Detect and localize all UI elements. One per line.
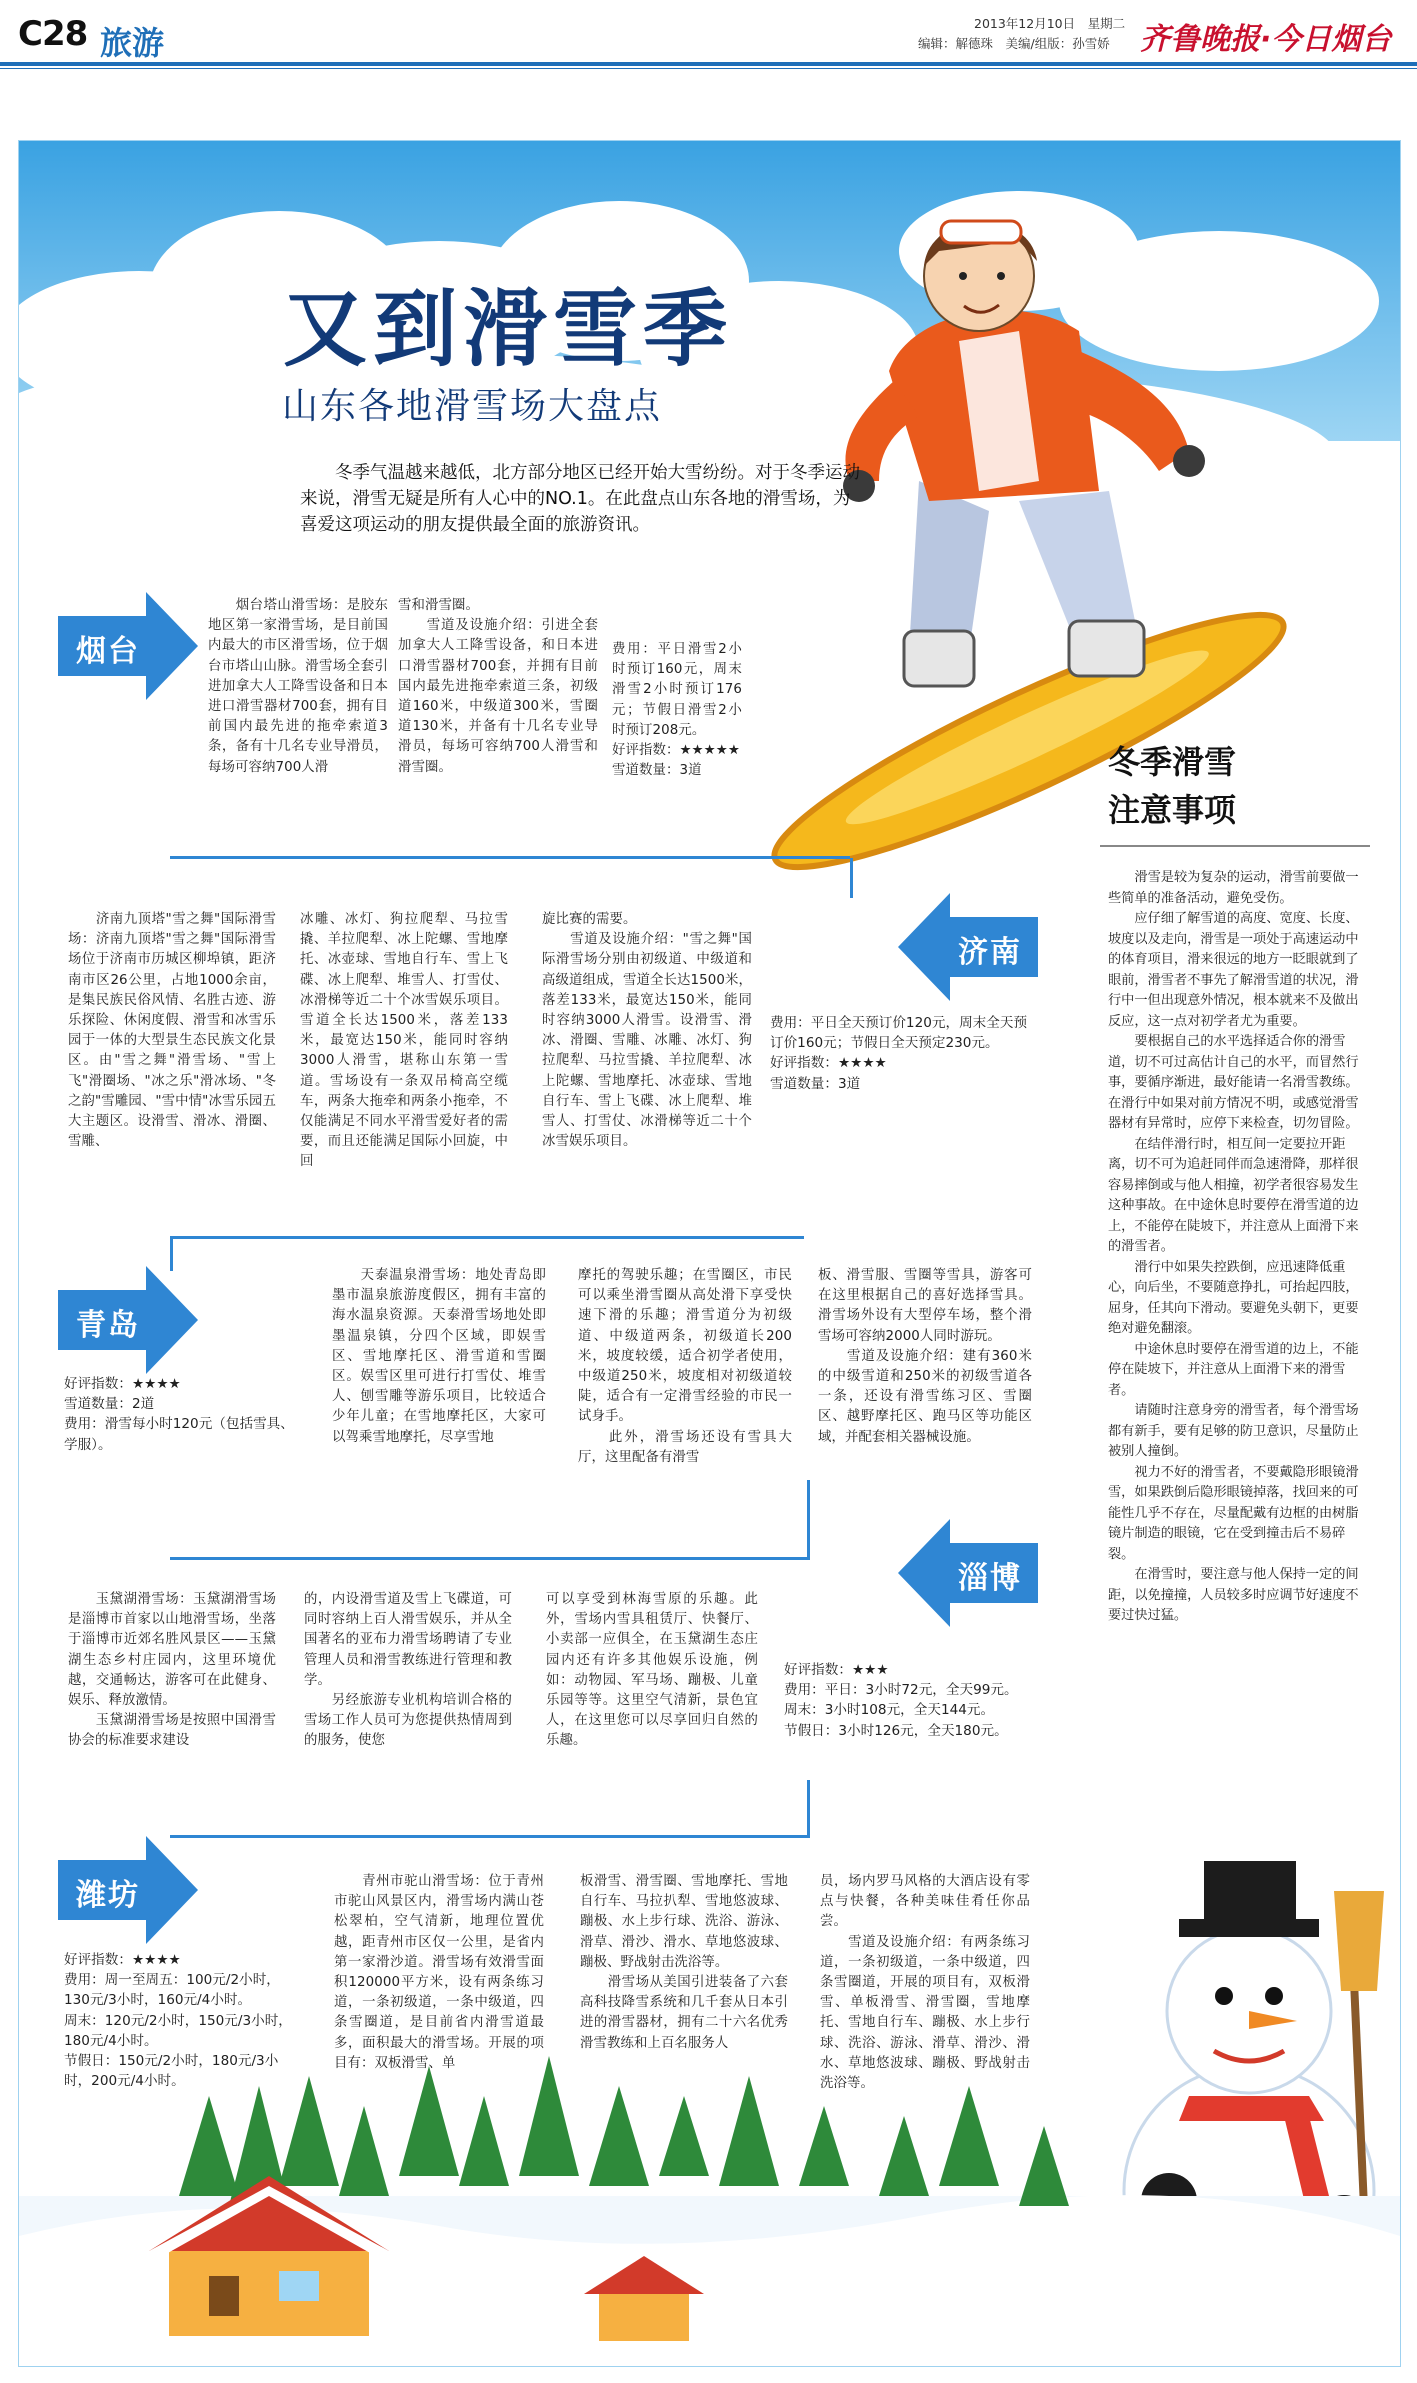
feature-intro: 冬季气温越来越低，北方部分地区已经开始大雪纷纷。对于冬季运动来说，滑雪无疑是所有人心中的NO.1。在此盘点山东各地的滑雪场，为喜爱这项运动的朋友提供最全面的旅游资讯。 [300, 463, 860, 535]
jinan-stats: 费用：平日全天预订价120元，周末全天预订价160元；节假日全天预定230元。 好评指数：★★★★ 雪道数量：3道 [770, 1015, 1028, 1092]
city-label-yantai: 烟台 [76, 634, 140, 669]
notes-paragraph: 在结伴滑行时，相互间一定要拉开距离，切不可为追赶同伴而急速滑降，那样很容易摔倒或与他人相撞，初学者很容易发生这种事故。在中途休息时要停在滑雪道的边上，不能停在陡坡下，并注意从上面滑下来的滑雪者。 [1108, 1136, 1359, 1254]
notes-title-line1: 冬季滑雪 [1108, 743, 1237, 781]
weifang-article-col1: 青州市驼山滑雪场：位于青州市驼山风景区内，滑雪场内满山苍松翠柏，空气清新，地理位置优越，距青州市区仅一公里，是省内第一家滑沙道。滑雪场有效滑雪面积120000平方米，设有两条练习道，一条初级道，一条中级道，四条雪圈道，是目前省内滑雪道最多，面积最大的滑雪场。开展的项目有：双板滑雪、单 [334, 1874, 544, 2071]
section-title: 旅游 [100, 24, 165, 62]
notes-paragraph: 在滑雪时，要注意与他人保持一定的间距，以免撞撞，人员较多时应调节好速度不要过快过猛。 [1108, 1567, 1359, 1623]
connector-line [170, 1557, 810, 1560]
city-label-weifang: 潍坊 [76, 1878, 140, 1913]
feature-headline: 又到滑雪季 [283, 280, 734, 378]
zibo-article-col1: 玉黛湖滑雪场：玉黛湖滑雪场是淄博市首家以山地滑雪场，坐落于淄博市近郊名胜风景区——玉黛湖生态乡村庄园内，这里环境优越，交通畅达，游客可在此健身、娱乐、释放激情。 玉黛湖滑雪场是按照中国滑雪协会的标准要求建设 [68, 1592, 276, 1749]
notes-body [1108, 868, 1366, 1627]
header-rule [0, 62, 1417, 66]
zibo-stats: 好评指数：★★★ 费用：平日：3小时72元，全天99元。 周末：3小时108元，全天144元。 节假日：3小时126元，全天180元。 [784, 1662, 1018, 1739]
notes-paragraph: 滑雪是较为复杂的运动，滑雪前要做一些简单的准备活动，避免受伤。 [1108, 870, 1359, 906]
issue-date: 2013年12月10日 星期二 [974, 16, 1126, 31]
qingdao-article-col3: 板、滑雪服、雪圈等雪具，游客可在这里根据自己的喜好选择雪具。滑雪场外设有大型停车场，整个滑雪场可容纳2000人同时游玩。 雪道及设施介绍：建有360米的中级雪道和250米的初级雪道各一条，还设有滑雪练习区、雪圈区、越野摩托区、跑马区等功能区域，并配套相关器械设施。 [818, 1268, 1032, 1445]
weifang-article-col3: 员，场内罗马风格的大酒店设有零点与快餐，各种美味佳肴任你品尝。 雪道及设施介绍：有两条练习道，一条初级道，一条中级道，四条雪圈道，开展的项目有，双板滑雪、单板滑雪、滑雪圈，雪地摩托、雪地自行车、蹦极、水上步行球、洗浴、游泳、滑草、滑沙、滑水、草地悠波球、蹦极、野战射击洗浴等。 [820, 1874, 1030, 2092]
qingdao-article-col2: 摩托的驾驶乐趣；在雪圈区，市民可以乘坐滑雪圈从高处滑下享受快速下滑的乐趣；滑雪道分为初级道、中级道两条，初级道长200米，坡度较缓，适合初学者使用，中级道250米，坡度相对初级道较陡，适合有一定滑雪经验的市民一试身手。 此外，滑雪场还设有雪具大厅，这里配备有滑雪 [578, 1268, 792, 1465]
yantai-stats: 费用：平日滑雪2小时预订160元，周末滑雪2小时预订176元；节假日滑雪2小时预订208元。 好评指数：★★★★★ 雪道数量：3道 [612, 642, 742, 779]
jinan-article-col1: 济南九顶塔"雪之舞"国际滑雪场：济南九顶塔"雪之舞"国际滑雪场位于济南市历城区柳埠镇，距济南市区26公里，占地1000余亩，是集民族民俗风情、名胜古迹、游乐探险、休闲度假、滑雪和冰雪乐园于一体的大型景生态民族文化景区。由"雪之舞"滑雪场、"雪上飞"滑圈场、"冰之乐"滑冰场、"冬之韵"雪雕园、"雪中情"冰雪乐园五大主题区。设滑雪、滑冰、滑圈、雪雕、 [68, 912, 276, 1150]
snowboarder-illustration [719, 181, 1339, 901]
city-label-qingdao: 青岛 [76, 1308, 140, 1343]
notes-paragraph: 滑行中如果失控跌倒，应迅速降低重心，向后坐，不要随意挣扎，可抬起四肢，屈身，任其向下滑动。要避免头朝下，更要绝对避免翻滚。 [1108, 1259, 1359, 1336]
zibo-article-col3: 可以享受到林海雪原的乐趣。此外，雪场内雪具租赁厅、快餐厅、小卖部一应俱全，在玉黛湖生态庄园内还有许多其他娱乐设施，例如：动物园、军马场、蹦极、儿童乐园等等。这里空气清新，景色宜人，在这里您可以尽享回归自然的乐趣。 [546, 1592, 758, 1749]
notes-divider [1100, 845, 1370, 847]
connector-line [850, 858, 853, 898]
yantai-article-col1: 烟台塔山滑雪场：是胶东地区第一家滑雪场，是目前国内最大的市区滑雪场，位于烟台市塔山山脉。滑雪场全套引进加拿大人工降雪设备和日本进口滑雪器材700套，拥有目前国内最先进的拖牵索道3条，备有十几名专业导滑员，每场可容纳700人滑 [208, 598, 388, 775]
qingdao-article-col1: 天泰温泉滑雪场：地处青岛即墨市温泉旅游度假区，拥有丰富的海水温泉资源。天泰滑雪场地处即墨温泉镇，分四个区域，即娱雪区、雪地摩托区、滑雪道和雪圈区。娱雪区里可进行打雪仗、堆雪人、刨雪雕等游乐项目，比较适合少年儿童；在雪地摩托区，大家可以驾乘雪地摩托，尽享雪地 [332, 1268, 546, 1445]
editor-credits: 编辑：解德珠 美编/组版：孙雪娇 [918, 36, 1110, 51]
connector-line [807, 1780, 810, 1838]
connector-line [170, 1835, 810, 1838]
jinan-article-col3: 旋比赛的需要。 雪道及设施介绍："雪之舞"国际滑雪场分别由初级道、中级道和高级道组成，雪道全长达1500米，落差133米，最宽达150米，能同时容纳3000人滑雪。设滑雪、滑冰、滑圈、雪雕、冰雕、冰灯、狗拉爬犁、马拉雪撬、羊拉爬犁、冰上陀螺、雪地摩托、冰壶球、雪地自行车、雪上飞碟、冰上爬犁、堆雪人、打雪仗、冰滑梯等近二十个冰雪娱乐项目。 [542, 912, 752, 1150]
page-number: C28 [18, 14, 88, 54]
feature-subheadline: 山东各地滑雪场大盘点 [282, 386, 663, 427]
notes-paragraph: 中途休息时要停在滑雪道的边上，不能停在陡坡下，并注意从上面滑下来的滑雪者。 [1108, 1341, 1359, 1398]
connector-line [170, 1236, 804, 1239]
connector-line [807, 1480, 810, 1560]
masthead: 齐鲁晚报·今日烟台 [1140, 22, 1392, 57]
jinan-article-col2: 冰雕、冰灯、狗拉爬犁、马拉雪撬、羊拉爬犁、冰上陀螺、雪地摩托、冰壶球、雪地自行车、雪上飞碟、冰上爬犁、堆雪人、打雪仗、冰滑梯等近二十个冰雪娱乐项目。雪道全长达1500米，落差133米，最宽达150米，能同时容纳3000人滑雪，堪称山东第一雪道。雪场设有一条双吊椅高空缆车，两条大拖牵和两条小拖牵，不仅能满足不同水平滑雪爱好者的需要，而且还能满足国际小回旋，中回 [300, 912, 508, 1170]
weifang-article-col2: 板滑雪、滑雪圈、雪地摩托、雪地自行车、马拉扒犁、雪地悠波球、蹦极、水上步行球、洗浴、游泳、滑草、滑沙、滑水、草地悠波球、蹦极、野战射击洗浴等。 滑雪场从美国引进装备了六套高科技降雪系统和几千套从日本引进的滑雪器材，拥有二十六名优秀滑雪教练和上百名服务人 [580, 1874, 788, 2051]
yantai-article-col2: 雪和滑雪圈。 雪道及设施介绍：引进全套加拿大人工降雪设备，和日本进口滑雪器材700套，并拥有目前国内最先进拖牵索道三条，初级道160米，中级道300米，雪圈道130米，并备有十几名专业导滑员，每场可容纳700人滑雪和滑雪圈。 [398, 598, 598, 775]
notes-title [1108, 738, 1236, 834]
weifang-stats: 好评指数：★★★★ 费用：周一至周五：100元/2小时，130元/3小时，160元/4小时。 周末：120元/2小时，150元/3小时，180元/4小时。 节假日：150元/2小时，180元/3小时，200元/4小时。 [64, 1952, 292, 2090]
qingdao-stats: 好评指数：★★★★ 雪道数量：2道 费用：滑雪每小时120元（包括雪具、学服）。 [64, 1376, 294, 1453]
notes-paragraph: 视力不好的滑雪者，不要戴隐形眼镜滑雪，如果跌倒后隐形眼镜掉落，找回来的可能性几乎不存在，尽量配戴有边框的由树脂镜片制造的眼镜，它在受到撞击后不易碎裂。 [1108, 1464, 1359, 1562]
notes-title-line2: 注意事项 [1108, 791, 1237, 829]
city-label-jinan: 济南 [958, 935, 1022, 970]
notes-paragraph: 要根据自己的水平选择适合你的滑雪道，切不可过高估计自己的水平，而冒然行事，要循序渐进，最好能请一名滑雪教练。在滑行中如果对前方情况不明，或感觉滑雪器材有异常时，应停下来检查，切勿冒险。 [1108, 1034, 1359, 1131]
zibo-article-col2: 的，内设滑雪道及雪上飞碟道，可同时容纳上百人滑雪娱乐，并从全国著名的亚布力滑雪场聘请了专业管理人员和滑雪教练进行管理和教学。 另经旅游专业机构培训合格的雪场工作人员可为您提供热情周到的服务，使您 [304, 1592, 512, 1749]
header-rule-thin [0, 68, 1417, 69]
connector-line [170, 856, 850, 859]
notes-paragraph: 应仔细了解雪道的高度、宽度、长度、坡度以及走向，滑雪是一项处于高速运动中的体育项目，滑来很远的地方一眨眼就到了眼前，滑雪者不事先了解滑雪道的状况，滑行中一但出现意外情况，根本就来不及做出反应，这一点对初学者尤为重要。 [1108, 911, 1359, 1029]
city-label-zibo: 淄博 [958, 1561, 1022, 1596]
notes-paragraph: 请随时注意身旁的滑雪者，每个滑雪场都有新手，要有足够的防卫意识，尽量防止被别人撞倒。 [1108, 1403, 1359, 1459]
